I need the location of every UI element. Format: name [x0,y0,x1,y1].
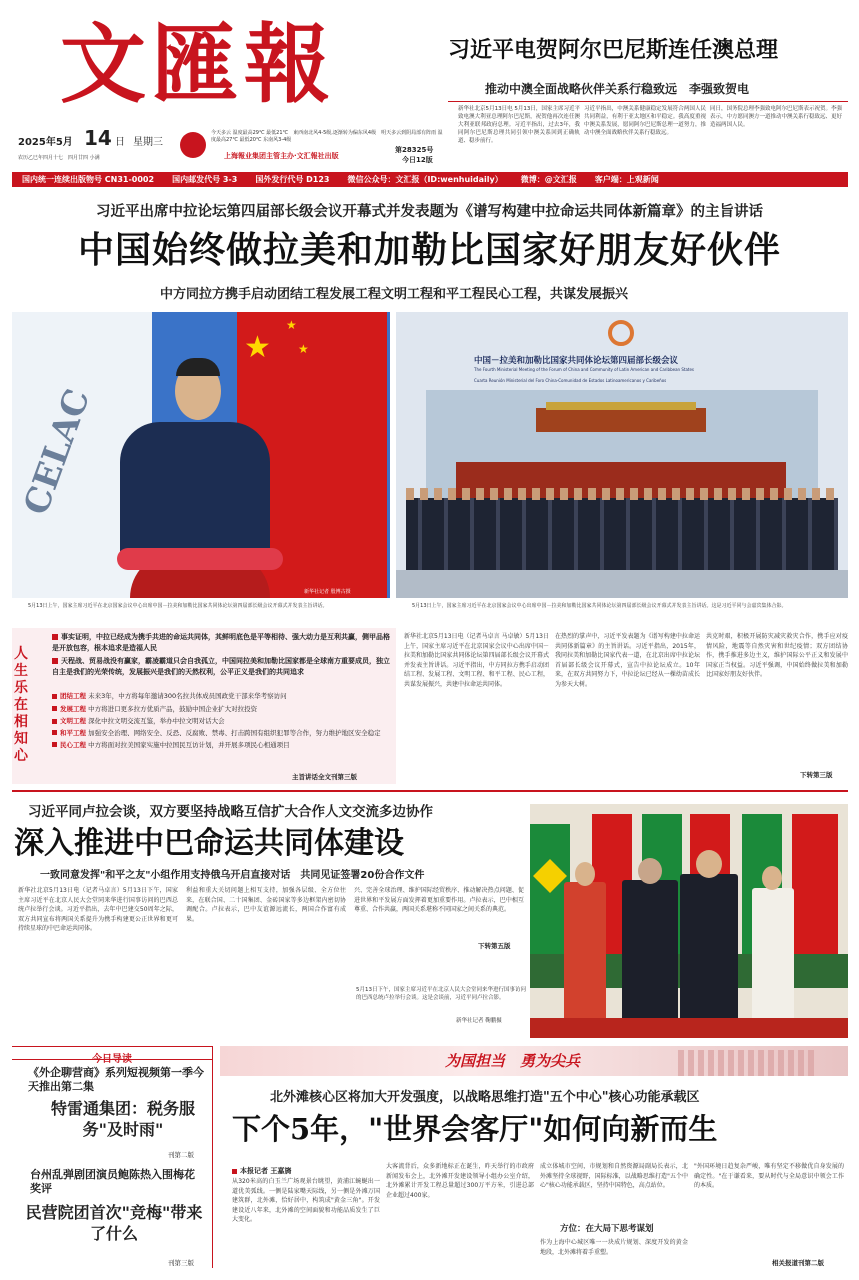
guide-item-2-ref[interactable]: 刊第二版 [168,1151,194,1159]
info-wechat[interactable]: 微信公众号：文汇报（ID:wenhuidaily） [347,175,503,184]
feature-headline[interactable]: 下个5年，"世界会客厅"如何向新而生 [232,1112,718,1146]
list-item: 和平工程 加强安全治理、网络安全、反恐、反腐败、禁毒、打击跨国有组织犯罪等合作，努力维护地区安全稳定 [52,728,390,738]
bullet-icon [52,634,58,640]
section-divider [12,790,848,792]
feature-kicker: 北外滩核心区将加大开发强度，以战略思维打造"五个中心"核心功能承载区 [270,1090,700,1105]
guide-item-1[interactable]: 《外企聊营商》系列短视频第一季今天推出第二集 [28,1066,204,1093]
lead-subhead: 中方同拉方携手启动团结工程发展工程文明工程和平工程民心工程，共谋发展振兴 [160,287,629,302]
weather-report: 今天多云 温度最高29℃ 最低21℃ 東西南北风4-5级,逐渐转为偏东风4级 明天多云到阴局部有阵雨 温度最高27℃ 最低20℃ 东南风3-4级 [211,130,443,143]
person-head [575,862,595,886]
bullet-icon [52,658,58,664]
issue-number: 第28325号 [395,146,434,154]
page-count: 今日12版 [402,156,433,164]
feature-inline-text: 作为上海中心城区唯一一块成片规划、深度开发的黄金地段，北外滩将着手重塑。 [540,1239,688,1256]
info-postal-code: 国内邮发代号 3-3 [172,175,238,184]
guide-item-3[interactable]: 台州乱弹剧团演员鲍陈热入围梅花奖评 [30,1168,195,1195]
feature-banner [220,1046,848,1076]
date-year-month: 2025年5月 [18,137,73,148]
publisher-line: 上海報业集团主管主办·文汇報社出版 [224,152,339,160]
palace-roof [536,408,706,432]
person-xi [680,874,738,1038]
forum-banner-en: The Fourth Ministerial Meeting of the Forum of China and Community of Latin American and Caribbean States [474,367,695,372]
forum-banner-cn: 中国－拉美和加勒比国家共同体论坛第四届部长级会议 [474,356,679,366]
top-story-subhead: 推动中澳全面战略伙伴关系行稳致远 李强致贺电 [485,82,750,96]
guide-item-2[interactable]: 特雷通集团：税务服务"及时雨" [50,1099,195,1139]
speaker-body [120,422,270,552]
lead-body-col-2: 在热烈的掌声中，习近平发表题为《谱写构建中拉命运共同体新篇章》的主旨讲话。习近平指出，2015年，我同拉美和加勒比国家代表一道，在北京出席中拉论坛首届部长级会议开幕式，宣告中拉论坛成立。10年来，在双方共同努力下，中拉论坛已经从一棵幼苗成长为参天大树。 [555,633,700,688]
weekday: 星期三 [133,137,163,148]
photo-xi-speech [12,312,390,598]
feature-continued-link[interactable]: 相关报道刊第二版 [772,1259,824,1267]
lead-continued-link[interactable]: 下转第三版 [800,771,833,779]
flag-star-icon: ★ [286,318,297,332]
group-heads [406,488,838,500]
sidebar-box [12,628,396,784]
feature-inline-subhead: 方位：在大局下思考谋划 [560,1224,654,1234]
second-body-col-3: 兴、完善全球治理、维护国际经贸秩序、推动解决热点问题、促进世界和平发展方面发挥着更加重要作用。卢拉表示，巴中相互尊重、合作共赢，两国关系堪称不同国家之间关系的典范。 [354,887,524,913]
photo2-caption: 5月13日上午，国家主席习近平在北京国家会议中心出席中国－拉美和加勒比国家共同体论坛第四届部长级会议开幕式并发表主旨讲话。这是习近平同与会嘉宾集体合影。 [412,603,787,609]
person-head [762,866,782,890]
person-woman-white [752,888,794,1038]
second-body-col-1: 新华社北京5月13日电（记者马卓言）5月13日下午，国家主席习近平在北京人民大会堂同来华进行国事访问的巴西总统卢拉举行会谈。习近平指出，去年中巴建交50周年之际，双方共同宣布将两国关系提升为携手构建更公正世界和更可持续星球的中巴命运共同体。 [18,887,178,932]
list-item: 民心工程 中方将面对拉美国家实施中拉国民互访计划，并开展多项民心相通项目 [52,740,390,750]
sidebar-title: 人生乐在相知心 [14,646,28,764]
second-continued-link[interactable]: 下转第五版 [478,942,511,950]
person-head [638,858,662,884]
stage-floor [396,570,848,598]
photo-credit: 新华社记者 殷博古摄 [304,589,351,595]
lunar-date: 农历乙巳年四月十七 四月廿四 小满 [18,155,100,161]
second-body-col-2: 利益和重大关切问题上相互支持，加强各层级、全方位往来，在联合国、二十国集团、金砖国家等多边框架内密切协调配合。卢拉表示，巴中友谊源远流长，两国合作富有成果。 [186,887,346,923]
second-subhead: 一致同意发挥"和平之友"小组作用支持俄乌开启直接对话 共同见证签署20份合作文件 [40,870,425,881]
flag-star-icon: ★ [298,342,309,356]
lead-body-col-1: 新华社北京5月13日电（记者马卓言 马卓敏）5月13日上午，国家主席习近平在北京国家会议中心出席中国－拉美和加勒比国家共同体论坛第四届部长级会议开幕式并发表主旨讲话。习近平指出，中方同拉方携手启动团结工程、发展工程、文明工程、和平工程、民心工程，共谋发展振兴，共建中拉命运共同体。 [404,633,549,688]
today-guide-title: 今日导读 [92,1054,132,1065]
feature-col-2: 大客流背后，众多新地标正在诞生，昨天举行的市政府新闻发布会上，北外滩开发建设领导小组办公室介绍，北外滩累计开发工程总量超过300万平方米，引进总部企业超过400家。 [386,1163,534,1199]
sidebar-para-1 [52,632,390,654]
flag-china [792,814,838,964]
lead-kicker: 习近平出席中拉论坛第四届部长级会议开幕式并发表题为《谱写构建中拉命运共同体新篇章》的主旨讲话 [96,204,763,220]
second-photo-credit: 新华社记者 鞠鹏摄 [456,1018,502,1024]
info-overseas-code: 国外发行代号 D123 [255,175,330,184]
info-app[interactable]: 客户端：上观新闻 [594,175,659,184]
masthead-logo: 文匯報 [60,14,336,115]
top-story-col-3: 同日，国务院总理李强致电阿尔巴尼斯表示祝贺。李强表示，中方愿同澳方一道推动中澳关系行稳致远、更好造福两国人民。 [710,106,842,128]
red-carpet [530,1018,848,1038]
today-guide-header [12,1046,212,1065]
second-headline[interactable]: 深入推进中巴命运共同体建设 [14,826,404,861]
top-story-col-2: 习近平指出，中澳关系健康稳定发展符合两国人民共同利益，有利于亚太地区和平稳定。我高度重视中澳关系发展，愿同阿尔巴尼斯总理一道努力，推动中澳全面战略伙伴关系行稳致远。 [584,106,706,136]
lead-headline[interactable]: 中国始终做拉美和加勒比国家好朋友好伙伴 [77,229,781,271]
city-skyline-icon [678,1050,818,1076]
flower-arrangement [117,548,283,570]
top-story-col-1: 新华社北京5月13日电 5月13日，国家主席习近平致电澳大利亚总理阿尔巴尼斯，祝贺他再次连任澳大利亚联邦政府总理。习近平指出，过去3年，我同阿尔巴尼斯总理共同引领中澳关系回到正确轨道、稳步前行。 [458,106,580,144]
info-bar [12,172,848,187]
flag-star-icon: ★ [244,330,271,365]
person-head [696,850,722,878]
lead-body-col-3: 共克时艰，积极开展防灾减灾救灾合作，携手应对疫情风险，地震等自然灾害和世纪疫情；双方团结协作，携手推进多边主义，维护国际公平正义和发展中国家正当权益。习近平强调，中国始终做拉美和加勒比国家好朋友好伙伴。 [706,633,848,678]
sidebar-para-2 [52,656,390,678]
sidebar-list [52,690,390,750]
info-cn-number: 国内统一连续出版物号 CN31-0002 [22,175,155,184]
forum-logo-icon [608,320,634,346]
feature-byline: 本报记者 王嘉旖 [232,1166,291,1176]
list-item: 团结工程 未来3年，中方将每年邀请300名拉共体成员国政党干部来华考察访问 [52,690,390,703]
date-day-suffix: 日 [115,137,125,148]
second-photo-caption: 5月13日下午，国家主席习近平在北京人民大会堂同来华进行国事访问的巴西总统卢拉举行会谈。这是会谈前，习近平同卢拉合影。 [356,987,527,1001]
guide-divider [212,1046,213,1268]
guide-item-4[interactable]: 民营院团首次"竞梅"带来了什么 [25,1203,203,1243]
feature-col-3: 成立体城市空间，市规划和自然资源局副局长表示，北外滩坚持全球视野，国际标准，以战略思维打造"五个中心"核心功能承载区，坚持中国特色，高点站位。 [540,1163,688,1189]
person-woman-red [564,882,606,1032]
second-kicker: 习近平同卢拉会谈，双方要坚持战略互信扩大合作人文交流多边协作 [28,804,433,820]
divider-line [448,101,848,102]
photo1-caption: 5月13日上午，国家主席习近平在北京国家会议中心出席中国－拉美和加勒比国家共同体论坛第四届部长级会议开幕式并发表主旨讲话。 [28,603,328,609]
group-people [406,498,838,570]
top-story-headline[interactable]: 习近平电贺阿尔巴尼斯连任澳总理 [448,37,779,63]
photo-xi-lula [530,804,848,1038]
feature-col-1: 从320米高的白玉兰广场观景台眺望，黄浦江蜿蜒出一道优美弧线。一侧是陆家嘴天际线，另一侧是外滩万国建筑群，北外滩，恰好居中，构筑成"黄金三角"。开发建设近八年来，北外滩的空间面貌和功能品质发生了巨大变化。 [232,1178,380,1223]
date-day: 14 [84,126,112,150]
palace-roof-gold [546,402,696,410]
speaker-hair [176,358,220,376]
person-lula [622,880,678,1038]
photo-group-forum [396,312,848,598]
list-item: 文明工程 深化中拉文明交流互鉴，举办中拉文明对话大会 [52,715,390,728]
logo-emblem [180,132,206,158]
list-item: 发展工程 中方将进口更多拉方优质产品，鼓励中国企业扩大对拉投资 [52,703,390,716]
info-weibo[interactable]: 微博：@文汇报 [520,175,577,184]
guide-item-4-ref[interactable]: 刊第三版 [168,1259,194,1267]
sidebar-footer-link[interactable]: 主旨讲话全文刊第三版 [292,773,357,781]
feature-col-4: "外国环境日趋复杂严峻，唯有坚定不移做优自身发展的确定性。"在于谦看来，要从时代与全局意识中领会工作的本质。 [694,1163,844,1189]
forum-banner-es: Cuarta Reunión Ministerial del Foro China-Comunidad de Estados Latinoamericanos y Caribeños [474,378,667,383]
feature-slogan: 为国担当 勇为尖兵 [445,1052,581,1070]
sidebar-para-2-text: 天程战、贸易战没有赢家，霸凌霸道只会自我孤立，中国同拉美和加勒比国家都是全球南方重要成员，独立自主是我们的光荣传统，发展振兴是我们的天然权利，公平正义是我们的共同追求 [52,657,390,676]
sidebar-para-1-text: 事实证明，中拉已经成为携手共进的命运共同体，其鲜明底色是平等相待、强大动力是互利共赢，侧甲品格是开放包容，根本追求是造福人民 [52,633,390,652]
celac-text: CELAC [16,383,99,521]
